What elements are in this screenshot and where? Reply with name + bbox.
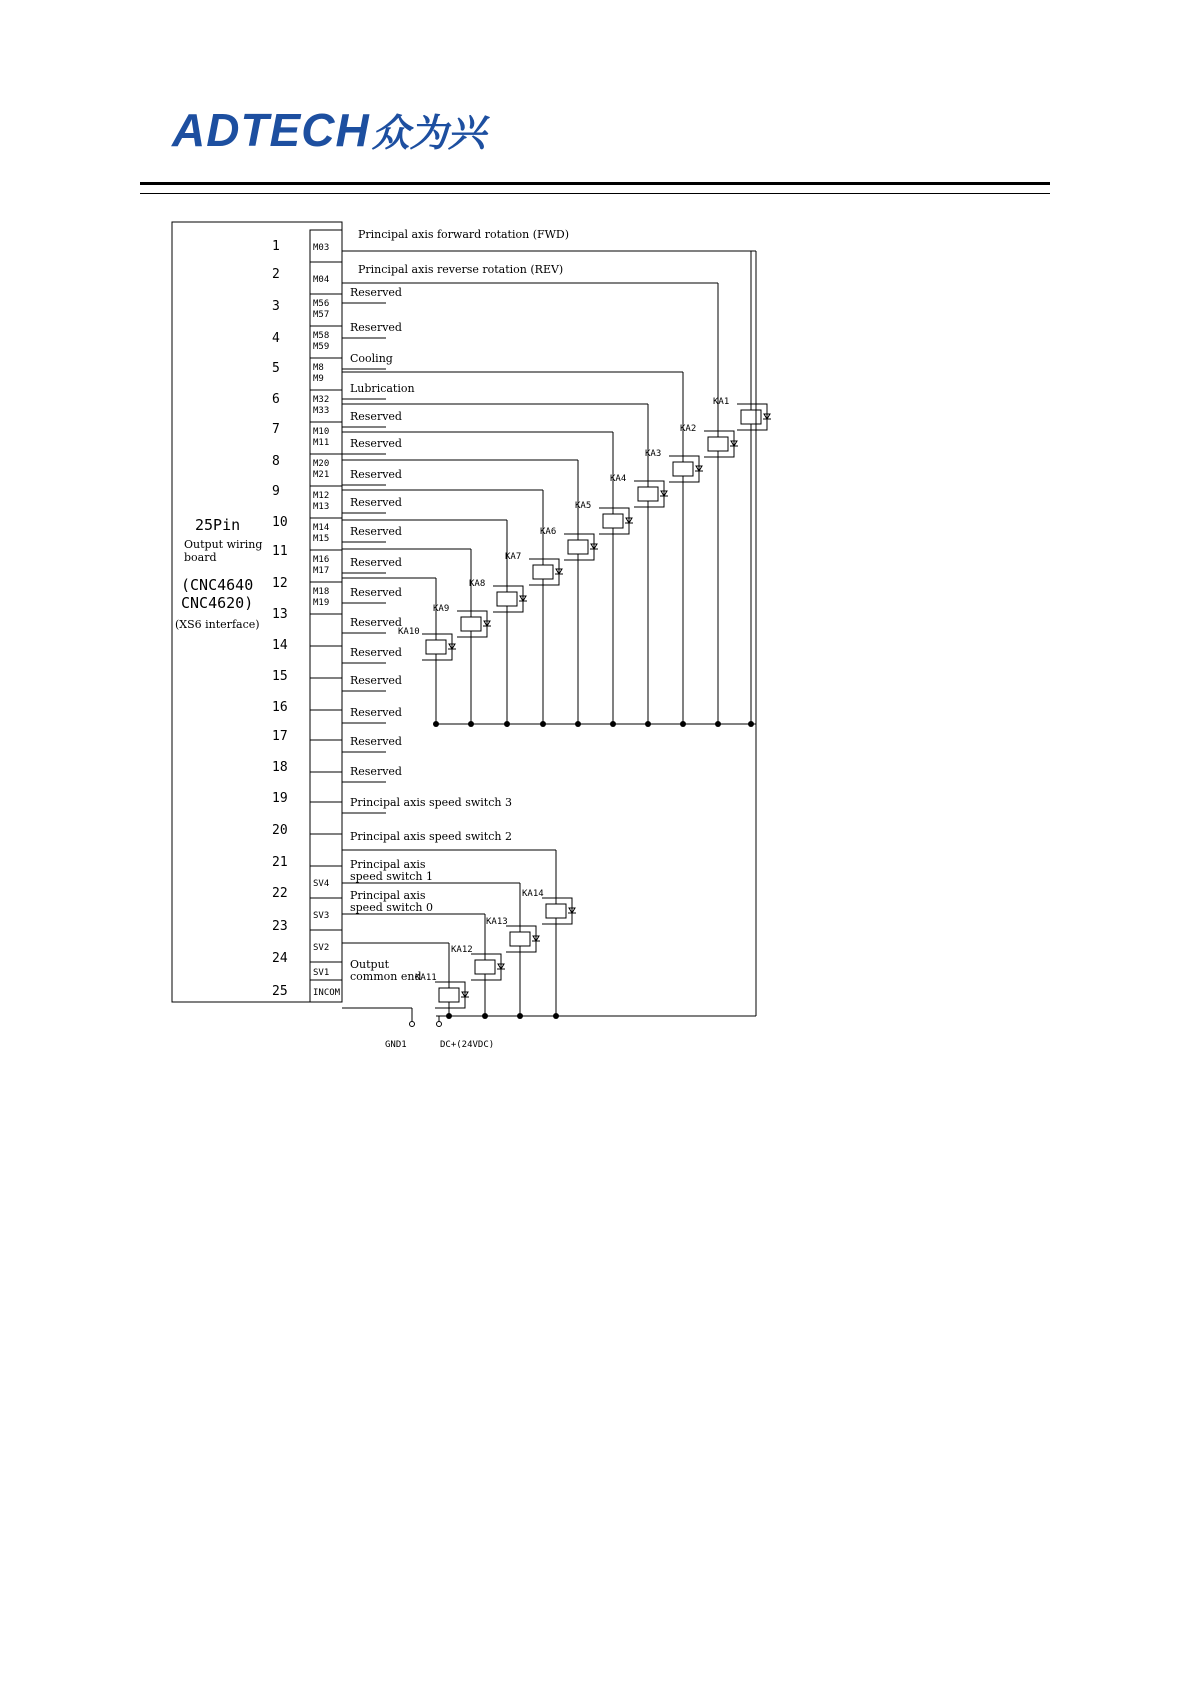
board-model2: CNC4620) [181,594,254,612]
pin-label: speed switch 1 [350,870,433,883]
relay-label: KA14 [522,889,544,899]
pin-code: SV2 [313,943,330,953]
pin-code: M20 [313,459,330,469]
relay-coil [673,462,693,476]
pin-code: M15 [313,534,330,544]
relay-coil [603,514,623,528]
power-terminals [342,1008,494,1050]
pin-label: Reserved [350,735,402,748]
junction-dot [553,1013,559,1019]
pin-label: speed switch 0 [350,901,433,914]
pin-label: Principal axis speed switch 3 [350,796,512,809]
pin-label: Reserved [350,616,402,629]
pin-label: common end [350,970,422,983]
pin-label: Cooling [350,352,393,365]
pin-rows [272,228,569,1002]
pin-row [272,951,342,980]
pin-code: INCOM [313,988,341,998]
pin-code: M9 [313,374,324,384]
pin-code: M17 [313,566,330,576]
pin-row [272,889,433,962]
pin-number: 14 [272,638,288,653]
relay-coil [638,487,658,501]
pin-label: Principal axis [350,889,426,902]
relay-label: KA11 [415,973,437,983]
pin-code: M13 [313,502,330,512]
relay-label: KA6 [540,527,557,537]
relay-coil [741,410,761,424]
pin-label: Reserved [350,468,402,481]
relay-label: KA3 [645,449,662,459]
pin-code: M18 [313,587,330,597]
relay-coil [439,988,459,1002]
relay-9 [342,549,491,727]
pin-code: SV4 [313,879,330,889]
pin-label: Reserved [350,437,402,450]
pin-label: Reserved [350,674,402,687]
pin-number: 12 [272,576,288,591]
pin-code: M59 [313,342,330,352]
relay-coil [708,437,728,451]
pin-code: SV3 [313,911,330,921]
relay-coil [533,565,553,579]
relay-label: KA1 [713,397,730,407]
pin-number: 20 [272,823,288,838]
pin-number: 1 [272,239,280,254]
relay-coil [461,617,481,631]
relay-coil [497,592,517,606]
pin-row [272,228,569,262]
pin-label: Lubrication [350,382,415,395]
pin-code: M56 [313,299,330,309]
gnd-label: GND1 [385,1040,407,1050]
pin-code: M21 [313,470,330,480]
pin-label: Reserved [350,525,402,538]
relay-label: KA4 [610,474,627,484]
pin-label: Principal axis forward rotation (FWD) [358,228,570,241]
logo-brand-text: ADTECH [172,104,370,156]
pin-code: M32 [313,395,330,405]
pin-number: 19 [272,791,288,806]
relay-coil [426,640,446,654]
logo-chinese-text: 众为兴 [371,111,486,155]
pin-label: Principal axis reverse rotation (REV) [358,263,564,276]
pin-number: 3 [272,299,280,314]
relay-1 [342,251,771,727]
pin-row [272,556,402,614]
relay-label: KA12 [451,945,473,955]
relay-label: KA10 [398,627,420,637]
gnd-terminal [410,1022,415,1027]
pin-number: 4 [272,331,280,346]
pin-number: 6 [272,392,280,407]
pin-row [272,263,563,294]
pin-label: Reserved [350,706,402,719]
relay-label: KA5 [575,501,592,511]
pin-number: 8 [272,454,280,469]
relay-coil [546,904,566,918]
relay-label: KA8 [469,579,486,589]
pin-code: M14 [313,523,330,533]
pin-code: M04 [313,275,330,285]
pin-label: Reserved [350,321,402,334]
relay-coil [475,960,495,974]
pin-label: Principal axis speed switch 2 [350,830,512,843]
pin-number: 5 [272,361,280,376]
pin-code: M12 [313,491,330,501]
pin-label: Principal axis [350,858,426,871]
pin-row [272,958,421,1002]
junction-dot [446,1013,452,1019]
dc-label: DC+(24VDC) [440,1040,495,1050]
pin-label: Reserved [350,765,402,778]
pin-code: M10 [313,427,330,437]
board-model1: (CNC4640 [181,576,254,594]
pin-number: 13 [272,607,288,622]
pin-number: 25 [272,984,288,999]
pin-number: 17 [272,729,288,744]
pin-row [272,286,402,326]
dc-terminal [437,1022,442,1027]
pin-number: 9 [272,484,280,499]
pin-code: M58 [313,331,330,341]
pin-label: Reserved [350,410,402,423]
junction-dot [482,1013,488,1019]
pin-number: 18 [272,760,288,775]
pin-row [272,468,402,518]
pin-number: 23 [272,919,288,934]
pin-label: Reserved [350,586,402,599]
relay-label: KA7 [505,552,522,562]
pin-code: M33 [313,406,330,416]
pin-code: M19 [313,598,330,608]
relay-label: KA2 [680,424,697,434]
relay-label: KA9 [433,604,450,614]
pin-number: 11 [272,544,288,559]
pin-number: 15 [272,669,288,684]
pin-label: Reserved [350,646,402,659]
relay-label: KA13 [486,917,508,927]
pin-code: SV1 [313,968,330,978]
pin-number: 22 [272,886,288,901]
board-title-line2: board [184,551,217,564]
pin-code: M8 [313,363,324,373]
pin-label: Reserved [350,286,402,299]
pin-number: 21 [272,855,288,870]
relay-coil [510,932,530,946]
pin-number: 2 [272,267,280,282]
pin-label: Reserved [350,496,402,509]
board-interface: (XS6 interface) [175,618,260,631]
pin-code: M57 [313,310,330,320]
pin-number: 7 [272,422,280,437]
board-title-line1: Output wiring [184,538,263,551]
pin-code: M11 [313,438,330,448]
pin-code: M16 [313,555,330,565]
pin-number: 24 [272,951,288,966]
pin-label: Output [350,958,390,971]
junction-dot [517,1013,523,1019]
pin-number: 10 [272,515,288,530]
pin-code: M03 [313,243,330,253]
pin-label: Reserved [350,556,402,569]
pin-number: 16 [272,700,288,715]
relay-coil [568,540,588,554]
board-pin-count: 25Pin [195,516,241,534]
